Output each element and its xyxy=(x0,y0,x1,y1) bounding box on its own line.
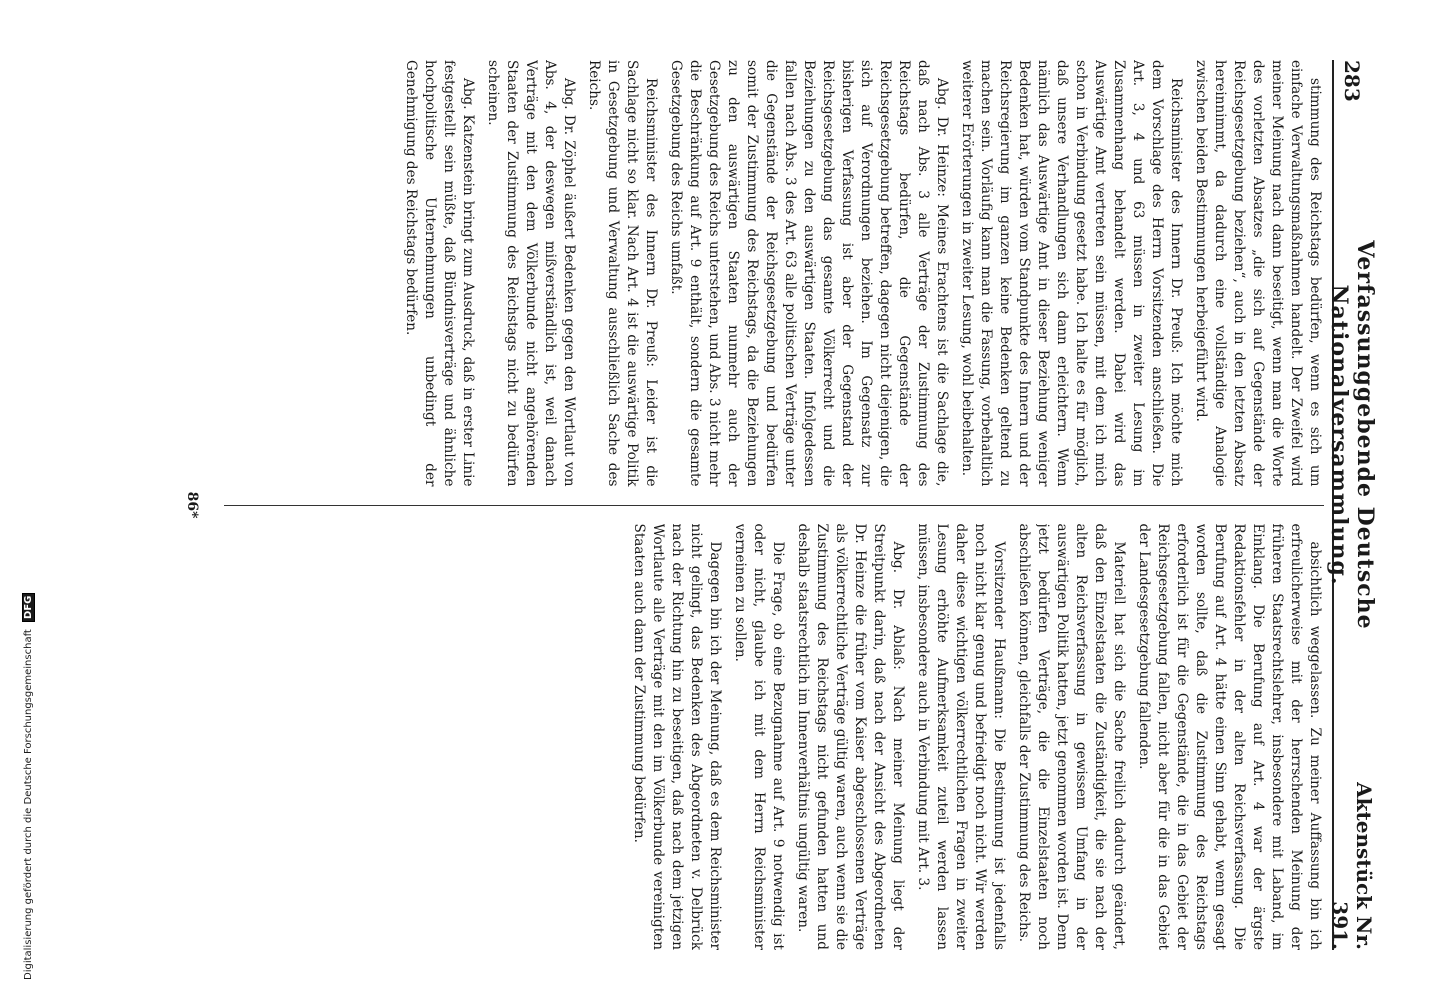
dfg-logo: DFG xyxy=(22,593,35,622)
page-title: Verfassunggebende Deutsche Nationalversammlung. xyxy=(1326,240,1378,630)
paragraph: Die Frage, ob eine Bezugnahme auf Art. 9 notwendig ist oder nicht, glaube ich mit dem Herrn Reichsminister verneinen zu sollen. xyxy=(732,523,786,950)
paragraph: Abg. Katzenstein bringt zum Ausdruck, daß in erster Linie festgestellt sein müßte, daß Bündnisverträge und ähnliche hochpolitische Unternehmungen unbedingt der Genehmigung des Reichstags bedürfen. xyxy=(403,60,476,487)
paragraph: Abg. Dr. Ablaß: Nach meiner Meinung liegt der Streitpunkt darin, daß nach der Ansicht des Abgeordneten Dr. Heinze die früher vom Kaiser abgeschlossenen Verträge als völkerrechtliche Verträge gültig waren, auch wenn sie die Zustimmung des Reichstags nicht gefunden hatten und deshalb staatsrechtlich im Innenverhältnis ungültig waren. xyxy=(795,523,906,950)
paragraph: stimmung des Reichstags bedürfen, wenn es sich um einfache Verwaltungsmaßnahmen handelt. Der Zweifel wird meiner Meinung nach dann beseitigt, wenn man die Worte des vorletzten Absatzes „die sich auf Gegenstände der Reichsgesetzgebung beziehen“, auch in den letzten Absatz hereinnimmt, da dadurch eine vollständige Analogie zwischen beiden Bestimmungen herbeigeführt wird. xyxy=(1193,60,1323,487)
column-left xyxy=(224,60,1324,487)
sheet-signature: 86* xyxy=(184,491,200,519)
paragraph: absichtlich weggelassen. Zu meiner Auffassung bin ich erfreulicherweise mit der herrschenden Meinung der früheren Staatsrechtslehrer, insbesondere mit Laband, im Einklang. Die Berufung auf Art. 4 war der ärgste Redaktionsfehler in der alten Reichsverfassung. Die Berufung auf Art. 4 hätte einen Sinn gehabt, wenn gesagt worden sollte, daß die Zustimmung des Reichstags erforderlich ist für die Gegenstände, die in das Gebiet der Reichsgesetzgebung fallen, nicht aber für die in das Gebiet der Landesgesetzgebung fallenden. xyxy=(1136,523,1323,950)
paragraph: Dagegen bin ich der Meinung, daß es dem Reichsminister nicht gelingt, das Bedenken des Abgeordneten v. Delbrück nach der Richtung hin zu beseitigen, daß nach dem jetzigen Wortlaute alle Verträge mit den im Völkerbunde vereinigten Staaten auch dann der Zustimmung bedürfen. xyxy=(631,523,723,950)
paragraph: Materiell hat sich die Sache freilich dadurch geändert, daß den Einzelstaaten die Zuständigkeit, die sie nach der alten Reichsverfassung in gewissem Umfang in der auswärtigen Politik hatten, jetzt genommen worden ist. Denn jetzt bedürfen Verträge, die die Einzelstaaten noch abschließen können, gleichfalls der Zustimmung des Reichs. xyxy=(1016,523,1127,950)
paragraph: Reichsminister des Innern Dr. Preuß: Ich möchte mich dem Vorschlage des Herrn Vorsitzenden anschließen. Die Art. 3, 4 und 63 müssen in zweiter Lesung im Zusammenhang behandelt werden. Dabei wird das Auswärtige Amt vertreten sein müssen, mit dem ich mich schon in Verbindung gesetzt habe. Ich halte es für möglich, daß unsere Verhandlungen sich dann erleichtern. Wenn nämlich das Auswärtige Amt in dieser Beziehung weniger Bedenken hat, würden vom Standpunkte des Innern und der Reichsregierung im ganzen keine Bedenken geltend zu machen sein. Vorläufig kann man die Fassung, vorbehaltlich weiterer Erörterungen in zweiter Lesung, wohl beibehalten. xyxy=(959,60,1184,487)
column-right xyxy=(224,524,1324,951)
document-page xyxy=(70,40,1378,990)
digitization-note xyxy=(0,560,34,980)
document-number: Aktenstück Nr. 391. xyxy=(1328,782,1376,950)
paragraph: Reichsminister des Innern Dr. Preuß: Leider ist die Sachlage nicht so klar. Nach Art. 4 ist die auswärtige Politik in Gesetzgebung und Verwaltung ausschließlich Sache des Reichs. xyxy=(586,60,659,487)
page-number: 283 xyxy=(1340,60,1364,102)
paragraph: Abg. Dr. Heinze: Meines Erachtens ist die Sachlage die, daß nach Abs. 3 alle Verträge der Zustimmung des Reichstags bedürfen, die Gegenstände der Reichsgesetzgebung betreffen, dagegen nicht diejenigen, die sich auf Verordnungen beziehen. Im Gegensatz zur bisherigen Verfassung ist aber der Gegenstand der Reichsgesetzgebung das gesamte Völkerrecht und die Beziehungen zu den auswärtigen Staaten. Infolgedessen fallen nach Abs. 3 des Art. 63 alle politischen Verträge unter die Gegenstände der Reichsgesetzgebung und bedürfen somit der Zustimmung des Reichstags, da die Beziehungen zu den auswärtigen Staaten nunmehr auch der Gesetzgebung des Reichs unterstehen, und Abs. 3 nicht mehr die Beschränkung auf Art. 9 enthält, sondern die gesamte Gesetzgebung des Reichs umfaßt. xyxy=(668,60,950,487)
funding-text: Digitalisierung gefördert durch die Deutsche Forschungsgemeinschaft xyxy=(23,629,34,980)
paragraph: Vorsitzender Haußmann: Die Bestimmung ist jedenfalls noch nicht klar genug und befriedigt noch nicht. Wir werden daher diese wichtigen völkerrechtlichen Fragen in zweiter Lesung erhöhte Aufmerksamkeit zuteil werden lassen müssen, insbesondere auch in Verbindung mit Art. 3. xyxy=(915,523,1007,950)
text-columns xyxy=(224,60,1324,950)
column-divider xyxy=(224,505,1324,506)
paragraph: Abg. Dr. Zöphel äußert Bedenken gegen den Wortlaut von Abs. 4, der deswegen mißverständlich ist, weil danach Verträge mit den dem Völkerbunde nicht angehörenden Staaten der Zustimmung des Reichstags nicht zu bedürfen scheinen. xyxy=(485,60,577,487)
page-header xyxy=(1326,60,1378,950)
